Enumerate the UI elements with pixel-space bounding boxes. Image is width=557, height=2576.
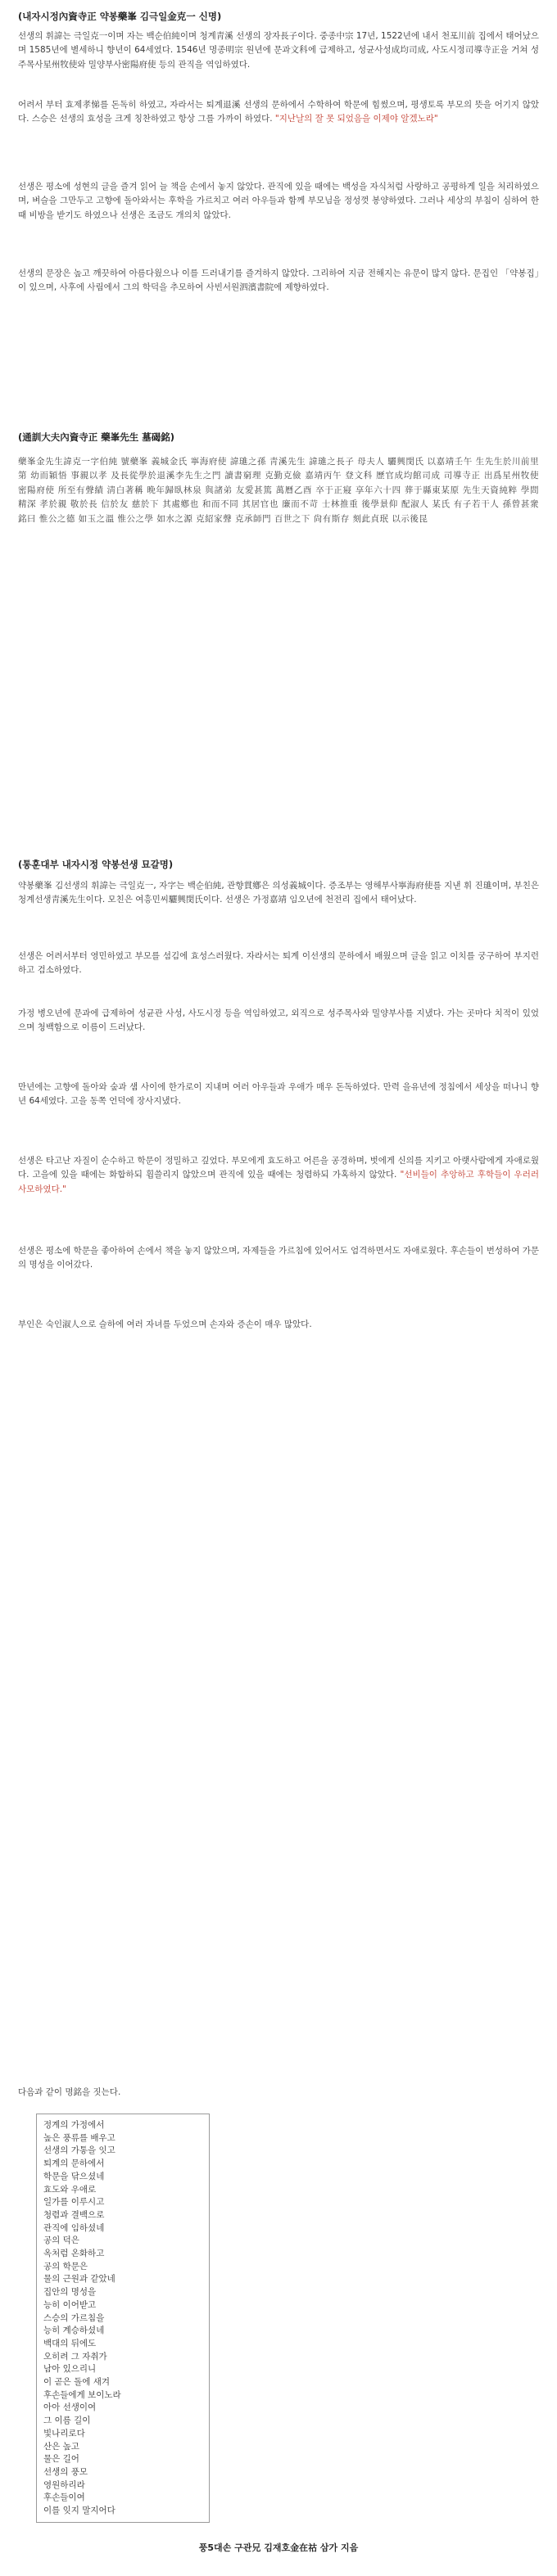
translation-paragraph-4-text: 만년에는 고향에 돌아와 숲과 샘 사이에 한가로이 지내며 여러 아우들과 우애가 매우 돈독하였다. 만력 을유년에 정침에서 세상을 떠나니 향년 64세였다. 고을 동쪽 언덕에 장사지냈다.	[18, 1082, 539, 1107]
bio-paragraph-2-highlight: "지난날의 잘 못 되었음을 이제야 알겠노라"	[274, 114, 438, 124]
bio-paragraph-4	[18, 267, 539, 324]
translation-paragraph-2	[18, 950, 539, 992]
poem-line: 관직에 임하셨네	[43, 2222, 105, 2233]
poem-line: 능히 이어받고	[43, 2299, 97, 2310]
poem-line: 스승의 가르침을	[43, 2312, 105, 2323]
translation-paragraph-5-text: 선생은 타고난 자질이 순수하고 학문이 정밀하고 깊었다. 부모에게 효도하고 어른을 공경하며, 벗에게 신의를 지키고 아랫사람에게 자애로웠다. 고을에 있을 때에는 화합하되 휩쓸리지 않았으며 관직에 있을 때에는 청렴하되 가혹하지 않았다.	[18, 1156, 539, 1180]
poem-line: 높은 풍류를 배우고	[43, 2132, 115, 2143]
poem-line: 빛나리로다	[43, 2428, 85, 2438]
poem-line: 선생의 가통을 잇고	[43, 2145, 115, 2156]
poem-line: 그 이름 길이	[43, 2416, 91, 2426]
author-credit: 풍5대손 구관兄 김재호金在祜 삼가 지음	[198, 2542, 359, 2553]
translation-paragraph-3	[18, 1007, 539, 1064]
bio-paragraph-2-text: 어려서 부터 효제孝悌를 돈독히 하였고, 자라서는 퇴계退溪 선생의 문하에서 수학하여 학문에 힘썼으며, 평생토록 부모의 뜻을 어기지 않았다. 스승은 선생의 효성을 크게 칭찬하였고 항상 그를 가까이 하였다.	[18, 100, 539, 124]
poem-line: 공의 덕은	[43, 2235, 79, 2246]
poem-line: 아아 선생이여	[43, 2402, 97, 2413]
poem-line: 학문을 닦으셨네	[43, 2171, 105, 2181]
poem-line: 집안의 명성을	[43, 2287, 97, 2298]
hanja-inscription: 藥峯金先生諱克一字伯純 號藥峯 義城金氏 寧海府使 諱璡之孫 靑溪先生 諱璡之長子 母夫人 驪興閔氏 以嘉靖壬午 生先生於川前里第 幼而穎悟 事親以孝 及長從學於退溪李先生之門 讀書窮理 克勤克儉 嘉靖丙午 登文科 歷官成均館司成 司導寺正 出爲星州牧使 密陽府使 所至有聲績 淸白著稱 晩年歸臥林泉 與諸弟 友愛甚篤 萬曆乙酉 卒于正寢 享年六十四 葬于縣東某原 先生天資純粹 學問精深 孝於親 敬於長 信於友 慈於下 其處鄕也 和而不同 其居官也 廉而不苛 士林推重 後學景仰 配淑人 某氏 有子若干人 孫曾甚衆 銘曰 惟公之德 如玉之溫 惟公之學 如水之源 克紹家聲 克承師門 百世之下 尙有斯存 刻此貞珉 以示後昆	[18, 457, 539, 524]
poem-line: 능히 계승하셨네	[43, 2326, 105, 2336]
bio-paragraph-4-text: 선생의 문장은 높고 깨끗하여 아름다웠으나 이를 드러내기를 즐겨하지 않았다. 그리하여 지금 전해지는 유문이 많지 않다. 문집인 「약봉집」이 있으며, 사후에 사림에서 그의 학덕을 추모하여 사빈서원泗濱書院에 제향하였다.	[18, 268, 539, 293]
bio-paragraph-3-text: 선생은 평소에 성현의 글을 즐겨 읽어 늘 책을 손에서 놓지 않았다. 관직에 있을 때에는 백성을 자식처럼 사랑하고 공평하게 일을 처리하였으며, 벼슬을 그만두고 고향에 돌아와서는 후학을 가르치고 여러 아우들과 함께 부모님을 정성껏 봉양하였다. 그러나 세상의 부침이 심하여 한 때 비방을 받기도 하였으나 선생은 조금도 개의치 않았다.	[18, 182, 539, 220]
translation-paragraph-2-text: 선생은 어려서부터 영민하였고 부모를 섬김에 효성스러웠다. 자라서는 퇴계 이선생의 문하에서 배웠으며 글을 읽고 이치를 궁구하여 부지런하고 검소하였다.	[18, 951, 539, 976]
poem-line: 옥처럼 온화하고	[43, 2249, 105, 2259]
poem-line: 일가를 이루시고	[43, 2197, 105, 2208]
poem-line: 청렴과 결백으로	[43, 2209, 105, 2220]
bio-paragraph-1	[18, 29, 539, 87]
poem-line: 오히려 그 자취가	[43, 2351, 107, 2362]
poem-line: 효도와 우애로	[43, 2184, 97, 2195]
poem-line: 남아 있으리니	[43, 2364, 97, 2375]
translation-paragraph-4	[18, 1080, 539, 1138]
bio-paragraph-1-text: 선생의 휘諱는 극일克一이며 자는 백순伯純이며 청계靑溪 선생의 장자長子이다. 중종中宗 17년, 1522년에 내서 천포川前 집에서 태어났으며 1585년에 별세하니 향년이 64세였다. 1546년 명종明宗 원년에 문과文科에 급제하고, 성균사성成均司成, 사도시정司導寺正을 거쳐 성주목사星州牧使와 밀양부사密陽府使 등의 관직을 역임하였다.	[18, 31, 539, 70]
poem-line: 퇴계의 문하에서	[43, 2159, 105, 2169]
poem-line: 후손들이여	[43, 2493, 85, 2503]
bio-paragraph-2	[18, 98, 539, 172]
translation-paragraph-7	[18, 1318, 539, 1347]
poem-line: 영원하리라	[43, 2479, 85, 2490]
translation-paragraph-8-text: 다음과 같이 명銘을 짓는다.	[18, 2087, 121, 2097]
poem-line: 이를 잊지 말지어다	[43, 2506, 115, 2516]
translation-paragraph-7-text: 부인은 숙인淑人으로 슬하에 여러 자녀를 두었으며 손자와 증손이 매우 많았다.	[18, 1320, 312, 1329]
translation-paragraph-5-highlight: "선비들이 추앙하고 후학들이 우러러 사모하였다."	[18, 1170, 539, 1194]
bio-heading: (내자시정內資寺正 약봉藥峯 김극일金克一 신명)	[18, 11, 222, 22]
poem-line: 물의 근원과 같았네	[43, 2274, 115, 2285]
translation-paragraph-1-text: 약봉藥峯 김선생의 휘諱는 극일克一, 자字는 백순伯純, 관향貫鄕은 의성義城이다. 증조부는 영해부사寧海府使를 지낸 휘 진璡이며, 부친은 청계선생靑溪先生이다. 모친은 여흥민씨驪興閔氏이다. 선생은 가정嘉靖 임오년에 천전리 집에서 태어났다.	[18, 881, 539, 905]
poem-line: 공의 학문은	[43, 2261, 88, 2271]
translation-heading: (통훈대부 내자시정 약봉선생 묘갈명)	[18, 859, 174, 870]
translation-paragraph-6	[18, 1244, 539, 1302]
poem-line: 후손들에게 보이노라	[43, 2389, 121, 2400]
inscription-heading: (通訓大夫內資寺正 藥峯先生 墓碣銘)	[18, 431, 175, 443]
translation-paragraph-6-text: 선생은 평소에 학문을 좋아하여 손에서 책을 놓지 않았으며, 자제들을 가르침에 있어서도 엄격하면서도 자애로웠다. 후손들이 번성하여 가문의 명성을 이어갔다.	[18, 1246, 539, 1270]
poem-line: 이 곧은 돌에 새겨	[43, 2377, 111, 2388]
poem-box	[36, 2114, 210, 2523]
poem-line: 물은 길어	[43, 2454, 79, 2465]
translation-paragraph-5	[18, 1154, 539, 1228]
poem-line: 백대의 뒤에도	[43, 2338, 97, 2348]
poem-line: 정계의 가정에서	[43, 2120, 105, 2130]
translation-paragraph-3-text: 가정 병오년에 문과에 급제하여 성균관 사성, 사도시정 등을 역임하였고, 외직으로 성주목사와 밀양부사를 지냈다. 가는 곳마다 치적이 있었으며 청백함으로 이름이 드러났다.	[18, 1008, 539, 1033]
translation-paragraph-8	[18, 2086, 539, 2100]
bio-paragraph-3	[18, 180, 539, 254]
poem-line: 산은 높고	[43, 2441, 79, 2452]
translation-paragraph-1	[18, 879, 539, 936]
poem-line: 선생의 풍모	[43, 2466, 88, 2477]
